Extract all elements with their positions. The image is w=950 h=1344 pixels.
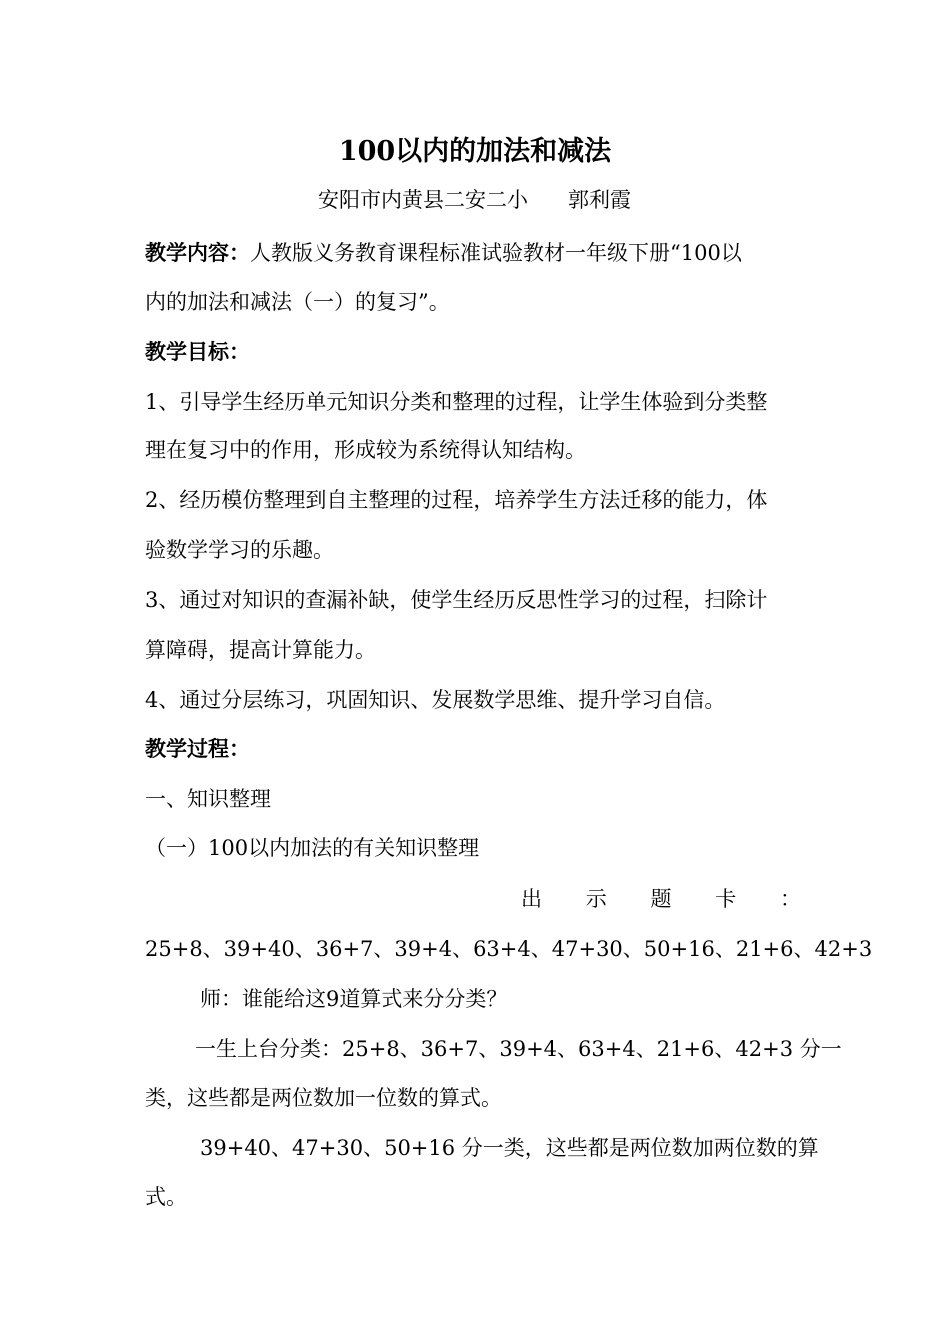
- author-name: 郭利霞: [568, 188, 631, 212]
- goals-heading: 教学目标：: [145, 339, 250, 364]
- author-school: 安阳市内黄县二安二小: [318, 188, 528, 212]
- goal2-line1: 2、经历模仿整理到自主整理的过程，培养学生方法迁移的能力，体: [145, 488, 768, 512]
- author-line: [318, 186, 631, 214]
- goal4: 4、通过分层练习，巩固知识、发展数学思维、提升学习自信。: [145, 688, 726, 712]
- card-label-char: 卡: [715, 887, 737, 911]
- card-label-char: 示: [585, 887, 607, 911]
- card-label-char: 题: [650, 887, 672, 911]
- goal1-line1: 1、引导学生经历单元知识分类和整理的过程，让学生体验到分类整: [145, 390, 768, 414]
- class2-line2: 式。: [145, 1185, 187, 1209]
- show-card-label: [521, 885, 801, 913]
- document-title: 100以内的加法和减法: [338, 136, 612, 167]
- card-label-char: 出: [521, 887, 542, 911]
- section-heading-1: 一、知识整理: [145, 787, 271, 811]
- goal1-line2: 理在复习中的作用，形成较为系统得认知结构。: [145, 438, 586, 462]
- content-paragraph-line1: [145, 239, 810, 267]
- process-heading: 教学过程：: [145, 736, 250, 761]
- subsection-heading-1: （一）100以内加法的有关知识整理: [145, 836, 480, 860]
- student-answer-line2: 类，这些都是两位数加一位数的算式。: [145, 1086, 502, 1110]
- goal3-line1: 3、通过对知识的查漏补缺，使学生经历反思性学习的过程，扫除计: [145, 588, 768, 612]
- card-expressions: 25+8、39+40、36+7、39+4、63+4、47+30、50+16、21+6、42+3: [145, 937, 873, 961]
- content-label: 教学内容：: [145, 240, 250, 265]
- content-paragraph-line2: 内的加法和减法（一）的复习”。: [145, 290, 450, 314]
- card-label-char: ：: [780, 887, 801, 911]
- content-text-1: 人教版义务教育课程标准试验教材一年级下册“100以: [250, 241, 742, 265]
- student-answer-line1: 一生上台分类：25+8、36+7、39+4、63+4、21+6、42+3 分一: [195, 1037, 842, 1061]
- goal2-line2: 验数学学习的乐趣。: [145, 538, 334, 562]
- goal3-line2: 算障碍，提高计算能力。: [145, 638, 376, 662]
- teacher-question: 师：谁能给这9道算式来分分类？: [200, 987, 508, 1011]
- class2-line1: 39+40、47+30、50+16 分一类，这些都是两位数加两位数的算: [200, 1136, 819, 1160]
